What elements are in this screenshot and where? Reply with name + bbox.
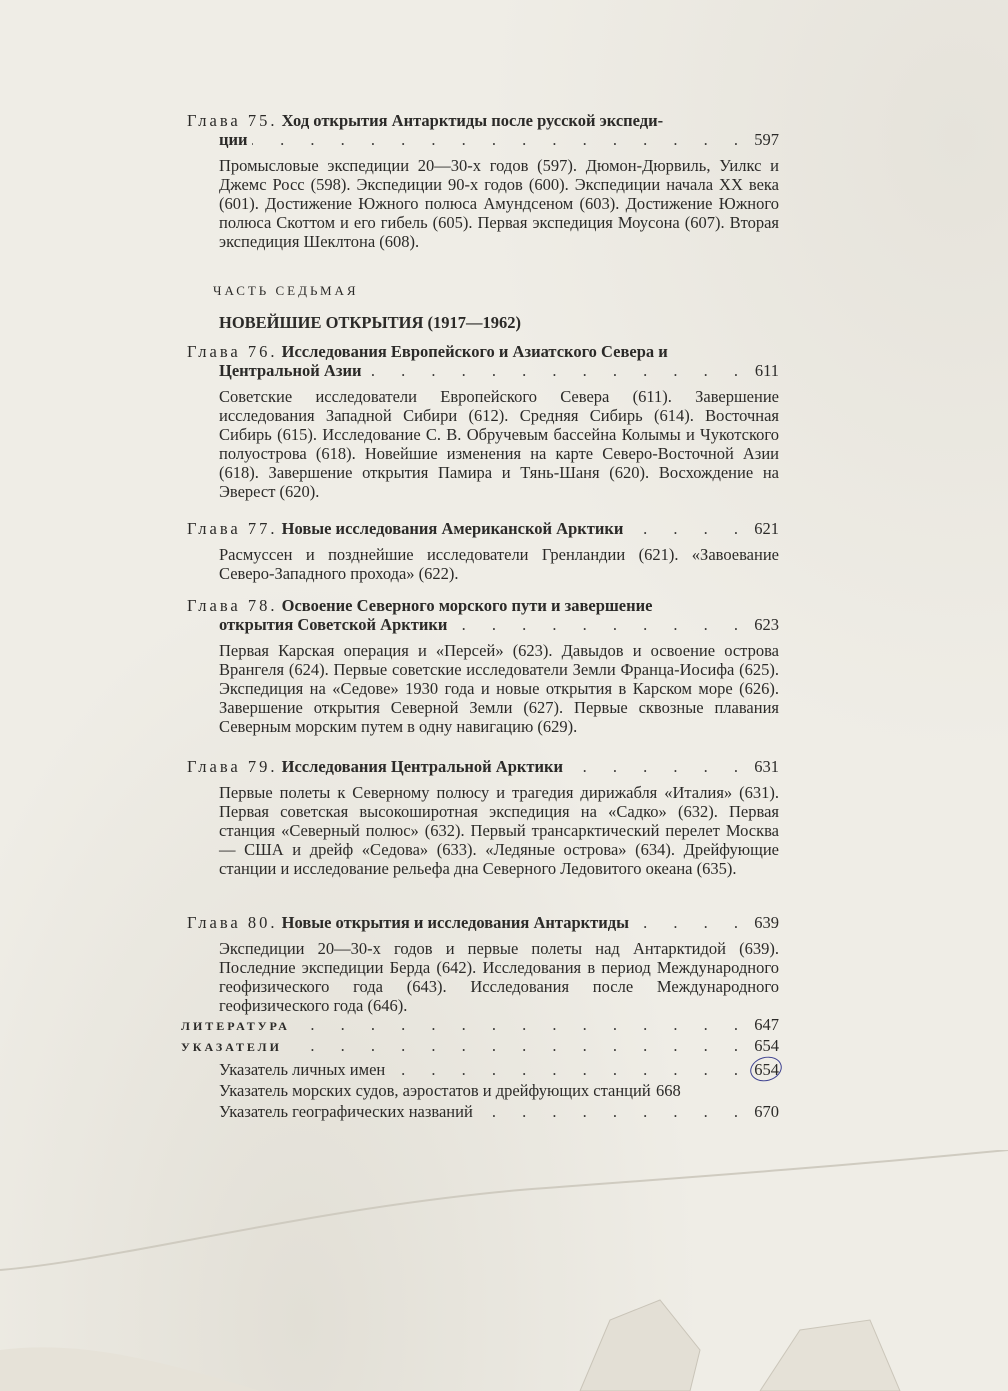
chapter-79 [187,757,779,878]
crease-line [0,1150,1008,1270]
page-number: 639 [754,913,779,932]
index-entry [181,1102,779,1121]
dot-leader [627,519,749,538]
dot-leader [365,361,749,380]
chapter-title-cont: ции [219,130,248,149]
page-number: 654 [754,1036,779,1055]
dot-leader [477,1102,749,1121]
chapter-75 [187,111,779,251]
chapter-description: Промысловые экспедиции 20—30-х годов (597). Дюмон-Дюрвиль, Уилкс и Джемс Росс (598). Экспедиции 90-х годов (600). Экспедиции начала XX века (601). Достижение Южного полюса Амундсеном (603). Достижение Южного полюса Скоттом и его гибель (605). Первая экспедиция Моусона (607). Вторая экспедиция Шеклтона (608). [219,156,779,251]
index-label: Указатель морских судов, аэростатов и дрейфующих станций [219,1081,651,1100]
page-number: 670 [754,1102,779,1121]
dot-leader [633,913,749,932]
chapter-description: Первая Карская операция и «Персей» (623). Давыдов и освоение острова Врангеля (624). Первые советские исследователи Земли Франца-Иосифа (625). Экспедиция на «Седове» 1930 года и новые открытия в Карском море (626). Завершение открытия Северной Земли (627). Первые сквозные плавания Северным морским путем в одну навигацию (629). [219,641,779,736]
page-number: 597 [754,130,779,149]
page-number: 631 [754,757,779,776]
chapter-description: Советские исследователи Европейского Севера (611). Завершение исследования Западной Сибири (612). Средняя Сибирь (614). Восточная Сибирь (615). Исследование С. В. Обручевым бассейна Колымы и Чукотского полуострова (618). Новейшие изменения на карте Северо-Восточной Азии (618). Завершение открытия Памира и Тянь-Шаня (620). Восхождение на Эверест (620). [219,387,779,501]
chapter-label: Глава 77. [187,519,278,538]
chapter-76 [187,342,779,501]
page-number: 611 [754,361,779,380]
torn-patch [0,1347,260,1391]
indexes-label: УКАЗАТЕЛИ [181,1040,282,1054]
chapter-label: Глава 80. [187,913,278,932]
dot-leader [567,757,749,776]
torn-patch [580,1300,700,1391]
chapter-description: Первые полеты к Северному полюсу и трагедия дирижабля «Италия» (631). Первая советская высокоширотная экспедиция на «Садко» (632). Первая станция «Северный полюс» (632). Первый трансарктический перелет Москва — США и дрейф «Седова» (633). «Ледяные острова» (634). Дрейфующие станции и исследование рельефа дна Северного Ледовитого океана (635). [219,783,779,878]
dot-leader [286,1036,749,1055]
chapter-77 [187,519,779,583]
chapter-78 [187,596,779,736]
index-label: Указатель географических названий [219,1102,473,1121]
chapter-title: Исследования Европейского и Азиатского Севера и [281,342,668,361]
dot-leader [389,1060,749,1079]
chapter-title-cont: открытия Советской Арктики [219,615,448,634]
part-label: ЧАСТЬ СЕДЬМАЯ [213,283,359,298]
chapter-title-cont: Центральной Азии [219,361,362,380]
dot-leader [252,130,749,149]
page-number-circled: 654 [754,1060,779,1079]
chapter-label: Глава 75. [187,111,278,130]
chapter-label: Глава 78. [187,596,278,615]
indexes-entry [181,1036,779,1057]
page-number: 623 [754,615,779,634]
back-matter [181,1015,779,1121]
chapter-title: Освоение Северного морского пути и завершение [281,596,653,615]
chapter-title: Новые открытия и исследования Антарктиды [281,913,629,932]
page-number: 668 [656,1081,681,1100]
dot-leader [451,615,749,634]
torn-patch [760,1320,900,1391]
chapter-title: Ход открытия Антарктиды после русской экспеди- [281,111,664,130]
chapter-80 [187,913,779,1015]
page-number: 621 [754,519,779,538]
dot-leader [294,1015,749,1034]
literature-entry [181,1015,779,1036]
page-number: 647 [754,1015,779,1034]
index-label: Указатель личных имен [219,1060,386,1079]
chapter-label: Глава 76. [187,342,278,361]
chapter-title: Исследования Центральной Арктики [281,757,564,776]
chapter-title: Новые исследования Американской Арктики [281,519,624,538]
chapter-label: Глава 79. [187,757,278,776]
index-entry [181,1081,779,1100]
chapter-description: Экспедиции 20—30-х годов и первые полеты над Антарктидой (639). Последние экспедиции Берда (642). Исследования в период Международного геофизического года (643). Исследования после Международного геофизического года (646). [219,939,779,1015]
part-title: НОВЕЙШИЕ ОТКРЫТИЯ (1917—1962) [219,313,522,332]
chapter-description: Расмуссен и позднейшие исследователи Гренландии (621). «Завоевание Северо-Западного прохода» (622). [219,545,779,583]
index-entry [181,1060,779,1079]
literature-label: ЛИТЕРАТУРА [181,1019,290,1033]
paper-damage [0,1150,1008,1391]
